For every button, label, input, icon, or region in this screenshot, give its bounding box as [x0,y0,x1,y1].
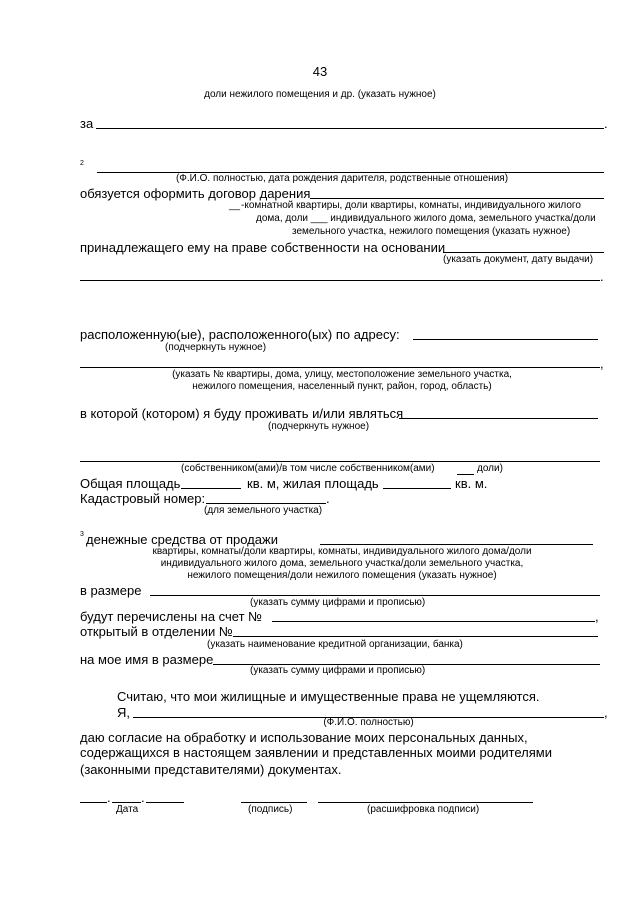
address-caption-2: нежилого помещения, населенный пункт, район, город, область) [192,381,492,392]
consent-line-1: даю согласие на обработку и использование моих персональных данных, [80,730,528,745]
footnote-3: 3 [80,531,84,538]
owner-underline [80,461,600,462]
za-period: . [604,116,608,131]
land-caption: (для земельного участка) [204,505,323,516]
owner-caption-a: (собственником(ами)/в том числе собственником(ами) [181,463,435,474]
sum-caption-2: (указать сумму цифрами и прописью) [250,665,426,676]
address-comma: , [600,356,604,371]
total-area-underline [181,488,241,489]
za-label: за [80,116,94,131]
belonging-text: принадлежащего ему на праве собственности на основании [80,240,446,255]
za-underline [96,128,604,129]
transfer-comma: , [595,609,599,624]
signature-caption: (подпись) [248,804,293,815]
date-day-underline [80,802,107,803]
amount-label: в размере [80,583,142,598]
object-line-1: -комнатной квартиры, доли квартиры, комнаты, индивидуального жилого [241,200,581,211]
doc-period: . [600,269,604,284]
footnote-2: 2 [80,160,84,167]
opened-at-underline [233,636,598,637]
transfer-label: будут перечислены на счет № [80,609,263,624]
signature-decode-caption: (расшифровка подписи) [367,804,480,815]
date-dot-2: . [141,790,145,805]
address-caption-1: (указать № квартиры, дома, улицу, местоположение земельного участка, [172,369,512,380]
sqm-label: кв. м. [455,476,488,491]
consent-line-2: содержащихся в настоящем заявлении и представленных моими родителями [80,745,552,760]
cadastral-underline [206,503,326,504]
date-year-underline [146,802,184,803]
object-prefix: __ [229,200,241,211]
my-name-label: на мое имя в размере [80,652,214,667]
live-in-underline [399,418,598,419]
address-underline [80,367,600,368]
signature-underline [241,802,307,803]
owner-share-underline [457,474,474,475]
object-line-3: земельного участка, нежилого помещения (указать нужное) [292,226,571,237]
total-area-label: Общая площадь [80,476,181,491]
obligation-text: обязуется оформить договор дарения [80,186,311,201]
rights-text: Считаю, что мои жилищные и имущественные права не ущемляются. [117,689,540,704]
belonging-underline [443,252,604,253]
funds-line-3: нежилого помещения/доли нежилого помещения (указать нужное) [187,570,497,581]
cadastral-label: Кадастровый номер: [80,491,206,506]
signature-decode-underline [318,802,533,803]
consent-line-3: (законными представителями) документах. [80,762,342,777]
amount-underline [150,595,600,596]
underline-needed-1: (подчеркнуть нужное) [165,342,267,353]
obligation-underline [310,198,604,199]
page-number: 43 [312,64,328,79]
bank-caption: (указать наименование кредитной организации, банка) [207,639,463,650]
sum-caption-1: (указать сумму цифрами и прописью) [250,597,426,608]
doc-underline [80,280,600,281]
ya-label: Я, [117,705,130,720]
date-caption: Дата [116,804,139,815]
doc-caption: (указать документ, дату выдачи) [443,254,594,265]
funds-text: денежные средства от продажи [86,532,278,547]
cadastral-period: . [326,491,330,506]
ya-comma: , [604,705,608,720]
opened-at-label: открытый в отделении № [80,624,233,639]
object-line-2: дома, доли ___ индивидуального жилого дома, земельного участка/доли [256,213,596,224]
living-area-underline [383,488,451,489]
date-dot-1: . [107,790,111,805]
fio-full-caption: (Ф.И.О. полностью) [323,717,414,728]
located-underline [413,339,598,340]
funds-underline [320,544,593,545]
located-text: расположенную(ые), расположенного(ых) по адресу: [80,327,400,342]
transfer-underline [272,621,595,622]
owner-caption-b: доли) [477,463,503,474]
live-in-text: в которой (котором) я буду проживать и/или являться [80,406,404,421]
funds-line-1: квартиры, комнаты/доли квартиры, комнаты, индивидуального жилого дома/доли [152,546,532,557]
funds-line-2: индивидуального жилого дома, земельного участка/доли земельного участка, [160,558,524,569]
living-area-label: кв. м, жилая площадь [247,476,379,491]
header-line: доли нежилого помещения и др. (указать нужное) [204,89,436,100]
date-month-underline [112,802,141,803]
fio-caption: (Ф.И.О. полностью, дата рождения дарителя, родственные отношения) [175,173,509,184]
underline-needed-2: (подчеркнуть нужное) [268,421,370,432]
